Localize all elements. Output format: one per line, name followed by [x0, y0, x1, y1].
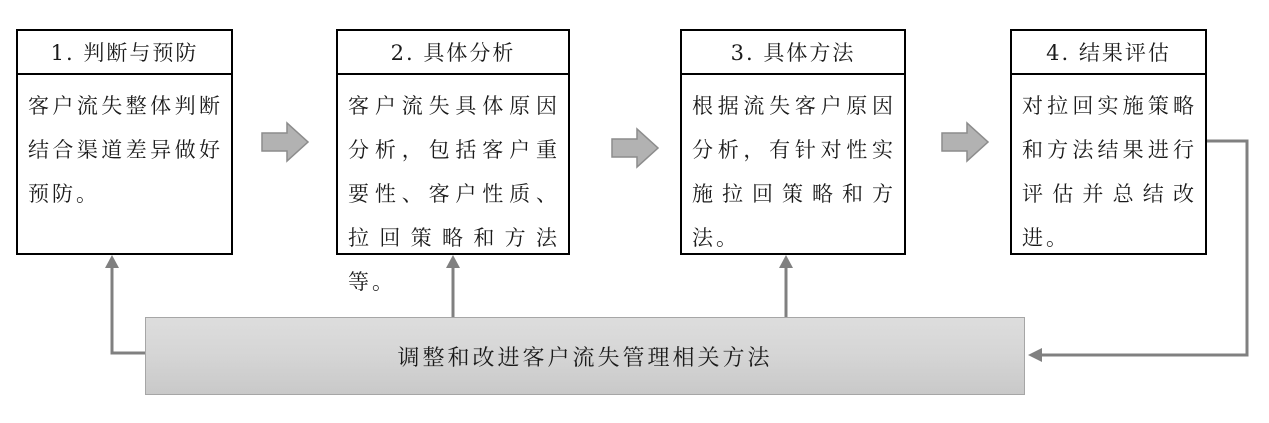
step-title-3: 3. 具体方法 [682, 31, 904, 75]
step-box-3 [680, 29, 906, 255]
flow-right-arrow-icon [261, 121, 309, 163]
step-body-1: 客户流失整体判断结合渠道差异做好预防。 [28, 94, 223, 206]
arrowhead-up-icon [105, 255, 119, 268]
step-body-3: 根据流失客户原因分析，有针对性实施拉回策略和方法。 [692, 94, 896, 250]
flow-right-arrow-icon [611, 127, 659, 169]
flow-right-arrow-icon [941, 121, 989, 163]
step-title-1: 1. 判断与预防 [18, 31, 231, 75]
step-title-2: 2. 具体分析 [338, 31, 568, 75]
arrowhead-left-icon [1028, 348, 1042, 362]
feedback-label: 调整和改进客户流失管理相关方法 [397, 345, 773, 371]
step-body-4: 对拉回实施策略和方法结果进行评估并总结改进。 [1022, 94, 1197, 250]
step-box-4 [1010, 29, 1207, 255]
step-box-2 [336, 29, 570, 294]
step-box-1 [16, 29, 233, 255]
step-body-2: 客户流失具体原因分析，包括客户重要性、客户性质、拉回策略和方法等。 [348, 94, 560, 294]
step-title-4: 4. 结果评估 [1012, 31, 1205, 75]
feedback-box [145, 317, 1025, 395]
